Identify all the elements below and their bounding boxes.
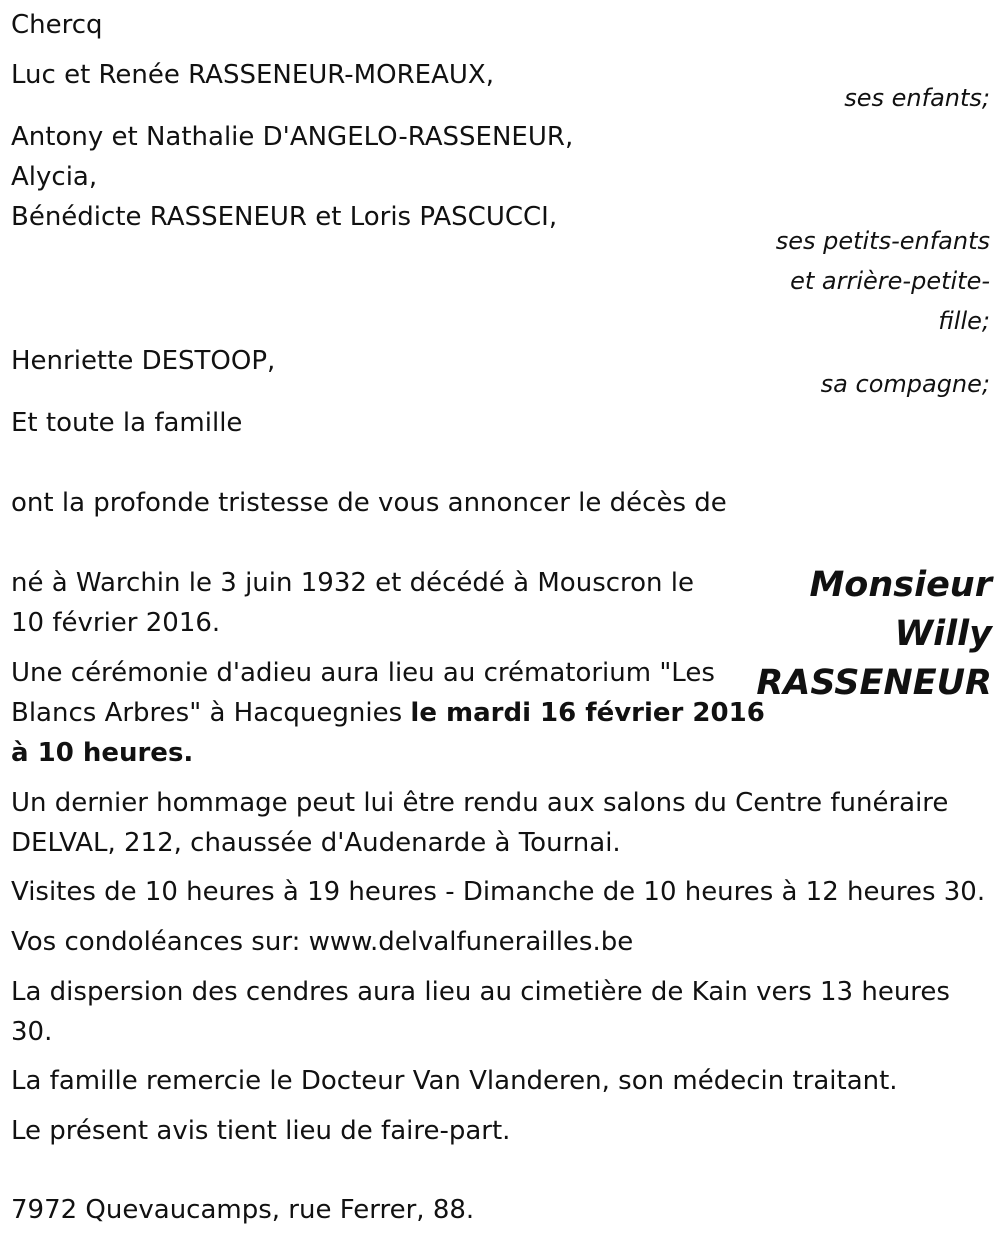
announcement-text: ont la profonde tristesse de vous annoncer le décès de	[11, 488, 727, 518]
deceased-last-name: RASSENEUR	[756, 663, 992, 703]
hommage-line-1: Un dernier hommage peut lui être rendu aux salons du Centre funéraire	[11, 788, 949, 818]
rest-of-family: Et toute la famille	[11, 408, 243, 438]
condolences-text: Vos condoléances sur: www.delvalfunerailles.be	[11, 927, 634, 957]
deceased-title: Monsieur	[809, 565, 992, 605]
dispersion-line-1: La dispersion des cendres aura lieu au cimetière de Kain vers 13 heures	[11, 977, 950, 1007]
companion-role: sa compagne;	[820, 370, 990, 398]
hommage-line-2: DELVAL, 212, chaussée d'Audenarde à Tournai.	[11, 828, 621, 858]
birth-line-1: né à Warchin le 3 juin 1932 et décédé à Mouscron le	[11, 568, 695, 598]
thanks-text: La famille remercie le Docteur Van Vlanderen, son médecin traitant.	[11, 1066, 898, 1096]
grandchildren-role-3: fille;	[938, 307, 990, 335]
deceased-first-name: Willy	[894, 614, 992, 654]
children-names: Luc et Renée RASSENEUR-MOREAUX,	[11, 60, 494, 90]
grandchildren-role-2: et arrière-petite-	[790, 267, 990, 295]
ceremony-place: Blancs Arbres" à Hacquegnies	[11, 698, 411, 728]
grandchildren-line-2: Alycia,	[11, 162, 98, 192]
companion-name: Henriette DESTOOP,	[11, 346, 276, 376]
notice-text: Le présent avis tient lieu de faire-part.	[11, 1116, 511, 1146]
grandchildren-line-1: Antony et Nathalie D'ANGELO-RASSENEUR,	[11, 122, 574, 152]
grandchildren-line-3: Bénédicte RASSENEUR et Loris PASCUCCI,	[11, 202, 558, 232]
ceremony-time: à 10 heures.	[11, 738, 194, 768]
grandchildren-role-1: ses petits-enfants	[775, 227, 990, 255]
family-address: 7972 Quevaucamps, rue Ferrer, 88.	[11, 1195, 475, 1225]
birth-line-2: 10 février 2016.	[11, 608, 221, 638]
visits-text: Visites de 10 heures à 19 heures - Dimanche de 10 heures à 12 heures 30.	[11, 877, 986, 907]
ceremony-line-2	[11, 693, 765, 733]
children-role: ses enfants;	[844, 84, 990, 112]
place-heading: Chercq	[11, 10, 103, 40]
ceremony-date: le mardi 16 février 2016	[410, 698, 765, 728]
dispersion-line-2: 30.	[11, 1017, 53, 1047]
ceremony-line-1: Une cérémonie d'adieu aura lieu au crématorium "Les	[11, 658, 715, 688]
